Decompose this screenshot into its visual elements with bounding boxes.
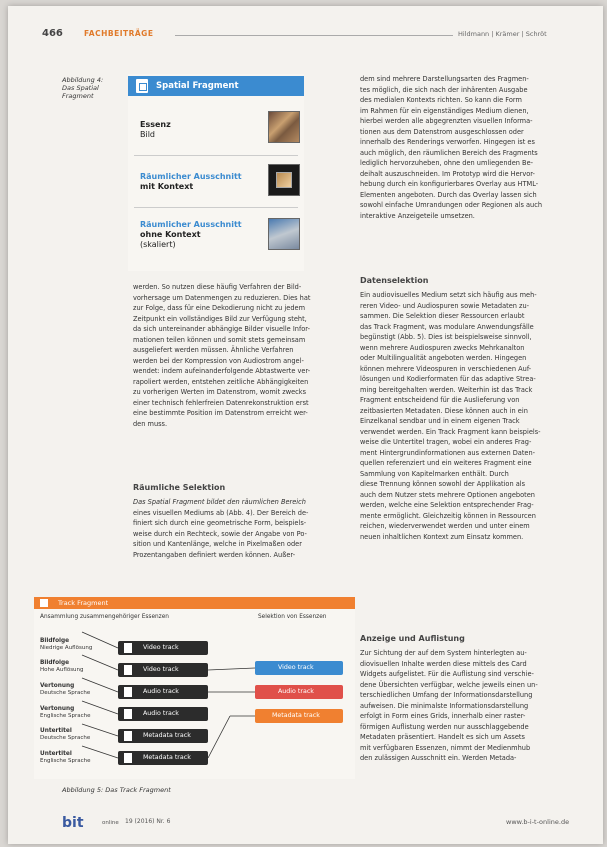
row-label: Essenz xyxy=(140,120,171,129)
text-line: lösungen und Kodierformaten für das adaptive Strea- xyxy=(360,375,536,383)
speaker-icon xyxy=(124,687,132,697)
text-line: mationen teilen können und somit stets gemeinsam xyxy=(133,335,306,344)
selected-track-label: Metadata track xyxy=(272,712,320,719)
text-line: hierbei werden alle abgegrenzten visuellen Informa- xyxy=(360,117,533,125)
text-line: im Rahmen für ein eigenständiges Medium dienen, xyxy=(360,106,529,115)
track-source-label xyxy=(40,660,84,674)
text-line: rapoliert werden, entstehen zeitliche Abhängigkeiten xyxy=(133,377,309,386)
selected-track-label: Audio track xyxy=(278,688,314,695)
text-line: Zeitpunkt ein vollständiges Bild zur Verfügung steht, xyxy=(133,314,307,323)
text-document-icon xyxy=(124,753,132,763)
text-line: eines visuellen Mediums ab (Abb. 4). Der Bereich de- xyxy=(133,508,309,517)
film-icon xyxy=(124,665,132,675)
text-line: dene Übersichten verfügbar, welche jeweils einen un- xyxy=(360,680,538,689)
track-source-label xyxy=(40,728,90,742)
text-line: Ein audiovisuelles Medium setzt sich häufig aus meh- xyxy=(360,291,537,299)
text-line: den zulässigen Ausschnitt ein. Werden Metada- xyxy=(360,754,517,762)
heading-data-selection: Datenselektion xyxy=(360,276,429,285)
text-line: den muss. xyxy=(133,419,168,428)
text-line: Einzelkanal sendbar und in einem eigenen Track xyxy=(360,417,520,425)
track-source-title: Vertonung xyxy=(40,683,75,689)
section-title: FACHBEITRÄGE xyxy=(84,29,154,38)
page-number: 466 xyxy=(42,28,63,39)
track-source-sub: Deutsche Sprache xyxy=(40,690,91,696)
text-line: Das Spatial Fragment bildet den räumlichen Bereich xyxy=(133,498,306,506)
text-line: wendet: indem aufeinanderfolgende Abtastwerte ver- xyxy=(133,367,311,375)
text-line: Sammlung von Kapitelmarken enthält. Durch xyxy=(360,469,509,478)
text-line: hebung durch ein konfigurierbares Overlay aus HTML- xyxy=(360,180,539,188)
text-line: sowohl einfache Umrandungen oder Regionen als auch xyxy=(360,201,543,209)
text-line: Zur Sichtung der auf dem System hinterlegten au- xyxy=(360,649,527,657)
speaker-icon xyxy=(124,709,132,719)
text-line: erfolgt in Form eines Grids, innerhalb einer raster- xyxy=(360,712,526,720)
track-source-sub: Hohe Auflösung xyxy=(40,667,84,673)
text-line: begünstigt (Abb. 5). Dies ist beispielsweise sinnvoll, xyxy=(360,333,532,341)
text-line: innerhalb des Renderings verworfen. Hingegen ist es xyxy=(360,138,535,146)
text-line: mente ermöglicht. Gleichzeitig können in Ressourcen xyxy=(360,511,536,520)
bit-online-logo: bit xyxy=(62,815,84,831)
text-line: Elementen angeboten. Durch das Overlay lassen sich xyxy=(360,190,537,199)
text-line: mit verfügbaren Essenzen, nimmt der Medienmhub xyxy=(360,743,531,752)
text-line: da sich untereinander abhängige Bilder visuelle Infor- xyxy=(133,325,310,333)
text-line: Metadaten präsentiert. Handelt es sich um Assets xyxy=(360,733,525,741)
figure5-caption: Abbildung 5: Das Track Fragment xyxy=(62,786,171,794)
heading-display-listing: Anzeige und Auflistung xyxy=(360,634,465,643)
text-line: lediglich hervorzuheben, ohne den umliegenden Be- xyxy=(360,159,534,167)
track-source-label xyxy=(40,751,91,765)
track-source-label xyxy=(40,683,90,697)
track-source-title: Bildfolge xyxy=(40,660,70,666)
text-line: Prozentangaben definiert werden können. Außer- xyxy=(133,550,296,559)
text-line: neuen inhaltlichen Kontext zum Einsatz kommen. xyxy=(360,532,524,541)
track-source-title: Untertitel xyxy=(40,751,72,757)
text-line: werden bei der Kompression von Audiostrom angel- xyxy=(133,356,304,365)
text-line: das Track Fragment, was modulare Anwendungsfälle xyxy=(360,322,534,331)
row-label: Räumlicher Ausschnitt xyxy=(140,220,242,229)
text-line: weise durch ein Rechteck, sowie der Angabe von Po- xyxy=(133,529,307,538)
track-label: Video track xyxy=(143,644,179,651)
text-line: reichen, wiederverwendet werden und unter einem xyxy=(360,522,530,530)
heading-spatial-selection: Räumliche Selektion xyxy=(133,483,226,492)
text-line: ment Hintergrundinformationen aus externen Daten- xyxy=(360,448,536,457)
text-line: des medialen Kontexts richten. So kann die Form xyxy=(360,96,522,104)
text-line: wenn mehrere Audiospuren zwecks Mehrkanalton xyxy=(360,343,525,352)
figure5-subtitle-right: Selektion von Essenzen xyxy=(258,614,327,620)
track-source-title: Bildfolge xyxy=(40,638,70,644)
track-source-sub: Englische Sprache xyxy=(40,713,91,719)
text-line: weise die Untertitel tragen, wobei ein anderes Frag- xyxy=(360,438,532,446)
text-line: zeitbasierten Metadaten. Diese können auch in ein xyxy=(360,406,528,415)
text-line: deihalt auszuschneiden. Im Prototyp wird die Hervor- xyxy=(360,169,535,178)
text-line: förmigen Auflistung werden nur ausschlaggebende xyxy=(360,722,529,731)
text-line: verwendet werden. Ein Track Fragment kann beispiels- xyxy=(360,427,541,436)
caption-line: Fragment xyxy=(62,92,94,100)
text-line: quellen referenziert und ein weiteres Fragment eine xyxy=(360,459,532,467)
caption-line: Das Spatial xyxy=(62,84,99,92)
text-line: ming bereitgehalten werden. Weiterhin ist das Track xyxy=(360,385,533,394)
text-line: werden, welche eine Selektion entsprechender Frag- xyxy=(360,501,534,509)
track-source-sub: Niedrige Auflösung xyxy=(40,645,93,651)
text-line: finiert sich durch eine geometrische Form, beispiels- xyxy=(133,519,307,527)
caption-line: Abbildung 4: xyxy=(62,76,104,84)
logo-suffix: online xyxy=(102,820,119,826)
text-line: sition und Kantenlänge, welche in Pixelmaßen oder xyxy=(133,540,302,548)
row-sublabel: Bild xyxy=(140,130,156,139)
text-line: zu vorherigen Werten im Datenstrom, womit zwecks xyxy=(133,388,307,396)
row-sublabel: ohne Kontext xyxy=(140,230,201,239)
text-line: zur Folge, dass für eine Dekodierung nicht zu jedem xyxy=(133,304,305,312)
track-label: Metadata track xyxy=(143,754,191,761)
track-label: Video track xyxy=(143,666,179,673)
row-sublabel: mit Kontext xyxy=(140,182,194,191)
text-line: Widgets aufgelistet. Für die Auflistung sind verschie- xyxy=(360,670,534,678)
track-source-title: Untertitel xyxy=(40,728,72,734)
text-line: diese Trennung können sowohl der Applikation als xyxy=(360,480,526,488)
track-source-label xyxy=(40,706,91,720)
film-icon xyxy=(124,643,132,653)
figure5-title: Track Fragment xyxy=(58,599,109,607)
text-line: aufweisen. Die minimalste Informationsdarstellung xyxy=(360,701,529,710)
text-line: eine bestimmte Position im Datenstrom erreicht wer- xyxy=(133,409,308,417)
text-line: interaktive Anzeigeteile umsetzen. xyxy=(360,211,475,220)
text-document-icon xyxy=(124,731,132,741)
text-line: reren Video- und Audiospuren sowie Metadaten zu- xyxy=(360,301,530,310)
text-line: ausgeliefert werden müssen. Ähnliche Verfahren xyxy=(133,346,294,354)
text-line: tes möglich, die sich nach der inhärenten Ausgabe xyxy=(360,85,528,94)
text-line: diovisuellen Inhalte werden diese mittels des Card xyxy=(360,659,527,668)
track-source-title: Vertonung xyxy=(40,706,75,712)
text-line: vorhersage um Datenmengen zu reduzieren. Dies hat xyxy=(133,293,311,302)
row-label: Räumlicher Ausschnitt xyxy=(140,172,242,181)
track-source-sub: Englische Sprache xyxy=(40,758,91,764)
track-label: Metadata track xyxy=(143,732,191,739)
website-url: www.b-i-t-online.de xyxy=(506,818,570,826)
text-line: oder Multilingualität angeboten werden. Hingegen xyxy=(360,354,527,362)
track-source-label xyxy=(40,638,92,652)
text-line: Fragment entscheidend für die Auslieferung von xyxy=(360,396,520,404)
text-line: werden. So nutzen diese häufig Verfahren der Bild- xyxy=(133,283,302,291)
text-line: einer technisch fehlerfreien Datenrekonstruktion erst xyxy=(133,398,309,407)
text-line: dem sind mehrere Darstellungsarten des Fragmen- xyxy=(360,75,529,83)
header-authors: Hildmann | Krämer | Schröt xyxy=(458,30,547,38)
track-label: Audio track xyxy=(143,710,179,717)
issue-number: 19 (2016) Nr. 6 xyxy=(125,818,171,825)
text-line: terschiedlichen Umfang der Informationsdarstellung xyxy=(360,691,533,699)
row-note: (skaliert) xyxy=(140,240,176,249)
selected-track-label: Video track xyxy=(278,664,314,671)
text-line: auch möglich, den räumlichen Bereich des Fragments xyxy=(360,148,538,157)
text-line: tionen aus dem Datenstrom ausgeschlossen oder xyxy=(360,127,524,136)
figure5-subtitle-left: Ansammlung zusammengehöriger Essenzen xyxy=(40,614,169,620)
track-label: Audio track xyxy=(143,688,179,695)
text-line: auch dem Nutzer stets mehrere Optionen angeboten xyxy=(360,490,535,499)
text-line: sammen. Die Selektion dieser Ressourcen erlaubt xyxy=(360,312,525,320)
text-line: können mehrere Videospuren in verschiedenen Auf- xyxy=(360,364,532,373)
track-source-sub: Deutsche Sprache xyxy=(40,735,91,741)
figure4-title: Spatial Fragment xyxy=(156,81,239,91)
